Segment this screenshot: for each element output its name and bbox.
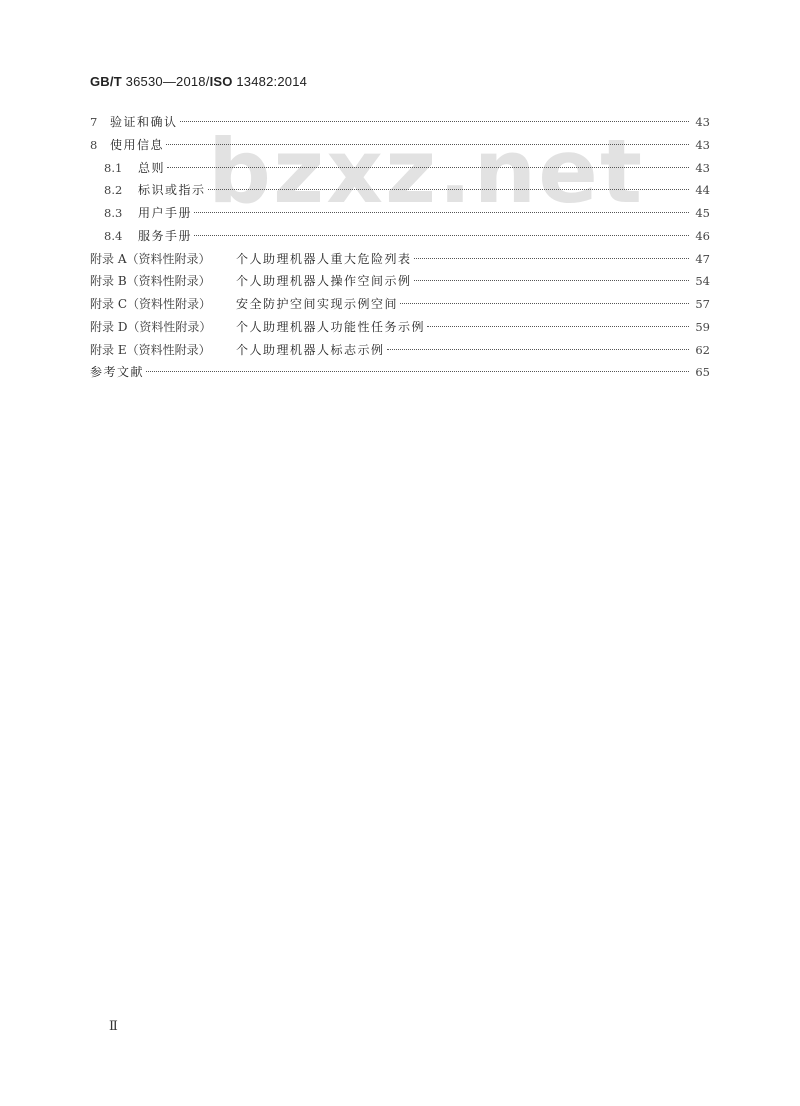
dot-leader [414,258,690,259]
dot-leader [427,326,689,327]
toc-page: 62 [695,342,710,357]
toc-item-8-2[interactable] [90,179,710,202]
toc-appendix-d[interactable] [90,316,710,339]
iso-number: 13482:2014 [232,74,308,89]
appendix-title: 安全防护空间实现示例空间 [236,297,399,311]
watermark: bzxz.net [208,120,645,223]
toc-page: 44 [695,183,710,198]
dot-leader [180,121,690,122]
iso-code: ISO [209,74,233,89]
toc-item-8-1[interactable] [90,157,710,180]
toc-page: 65 [695,365,710,380]
toc-number: 8.1 [104,160,123,175]
toc-item-8-4[interactable] [90,225,710,248]
dot-leader [146,371,689,372]
table-of-contents [90,111,710,384]
toc-appendix-a[interactable] [90,248,710,271]
toc-item-8-3[interactable] [90,202,710,225]
appendix-tag: 附录 D（资料性附录） [90,319,212,334]
standard-number: 36530—2018/ [121,74,210,89]
appendix-title: 个人助理机器人功能性任务示例 [236,319,426,334]
toc-page: 43 [695,115,710,129]
toc-number: 8.2 [104,183,123,198]
toc-title: 验证和确认 [110,115,178,129]
toc-page: 45 [695,206,710,220]
toc-appendix-b[interactable] [90,270,710,293]
appendix-tag: 附录 C（资料性附录） [90,297,211,311]
dot-leader [208,189,690,190]
dot-leader [166,144,689,145]
appendix-title: 个人助理机器人标志示例 [236,342,385,357]
toc-title: 服务手册 [138,228,193,243]
toc-title: 用户手册 [138,206,193,220]
appendix-title: 个人助理机器人操作空间示例 [236,274,412,289]
dot-leader [400,303,689,304]
toc-number: 8 [90,137,98,152]
toc-references[interactable] [90,361,710,384]
appendix-tag: 附录 E（资料性附录） [90,342,211,357]
references-title: 参考文献 [90,365,145,380]
toc-page: 43 [695,160,710,175]
appendix-tag: 附录 B（资料性附录） [90,274,211,289]
toc-title: 使用信息 [110,137,165,152]
dot-leader [167,167,689,168]
toc-page: 47 [695,251,710,266]
dot-leader [194,212,689,213]
standard-code: GB/T [90,74,122,89]
appendix-title: 个人助理机器人重大危险列表 [236,251,412,266]
toc-page: 59 [695,319,710,334]
toc-title: 总则 [138,160,166,175]
toc-number: 8.3 [104,206,123,220]
toc-appendix-c[interactable] [90,293,710,316]
appendix-tag: 附录 A（资料性附录） [90,251,211,266]
toc-page: 57 [695,297,710,311]
toc-appendix-e[interactable] [90,339,710,362]
toc-item-7[interactable] [90,111,710,134]
toc-page: 43 [695,137,710,152]
toc-number: 7 [90,115,98,129]
dot-leader [194,235,689,236]
document-header [90,74,307,89]
dot-leader [414,280,690,281]
toc-page: 54 [695,274,710,289]
toc-title: 标识或指示 [138,183,206,198]
toc-page: 46 [695,228,710,243]
dot-leader [387,349,690,350]
page-number-footer: Ⅱ [109,1019,118,1034]
toc-item-8[interactable] [90,134,710,157]
toc-number: 8.4 [104,228,123,243]
